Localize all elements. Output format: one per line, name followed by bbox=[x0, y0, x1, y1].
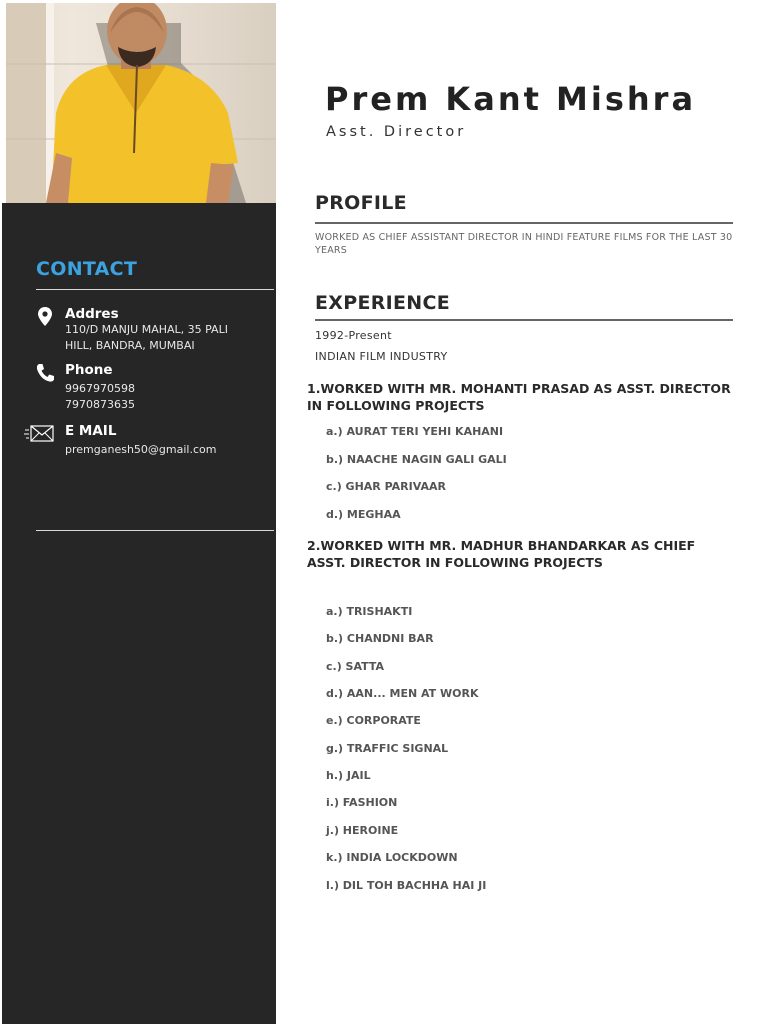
location-pin-icon bbox=[32, 306, 58, 328]
project-item: b.) NAACHE NAGIN GALI GALI bbox=[326, 453, 507, 466]
address-line2: HILL, BANDRA, MUMBAI bbox=[65, 339, 195, 352]
project-item: b.) CHANDNI BAR bbox=[326, 632, 434, 645]
person-role: Asst. Director bbox=[326, 124, 467, 140]
address-label: Addres bbox=[65, 306, 119, 322]
project-item: a.) AURAT TERI YEHI KAHANI bbox=[326, 425, 504, 438]
phone-label: Phone bbox=[65, 362, 113, 378]
phone-2: 7970873635 bbox=[65, 398, 135, 411]
address-line1: 110/D MANJU MAHAL, 35 PALI bbox=[65, 323, 228, 336]
project-group-heading: 1.WORKED WITH MR. MOHANTI PRASAD AS ASST. DIRECTOR IN FOLLOWING PROJECTS bbox=[307, 381, 731, 413]
project-item: c.) SATTA bbox=[326, 660, 385, 673]
experience-company: INDIAN FILM INDUSTRY bbox=[315, 350, 448, 363]
project-item: a.) TRISHAKTI bbox=[326, 605, 413, 618]
sidebar-bottom-divider bbox=[36, 530, 274, 531]
email-label: E MAIL bbox=[65, 423, 117, 439]
contact-title: CONTACT bbox=[36, 258, 138, 280]
project-item: e.) CORPORATE bbox=[326, 714, 421, 727]
envelope-icon bbox=[24, 423, 56, 445]
profile-title: PROFILE bbox=[315, 192, 407, 214]
contact-divider bbox=[36, 289, 274, 290]
phone-1: 9967970598 bbox=[65, 382, 135, 395]
project-item: j.) HEROINE bbox=[326, 824, 399, 837]
phone-icon bbox=[32, 362, 58, 384]
project-item: g.) TRAFFIC SIGNAL bbox=[326, 742, 449, 755]
project-group-heading: 2.WORKED WITH MR. MADHUR BHANDARKAR AS CHIEF ASST. DIRECTOR IN FOLLOWING PROJECTS bbox=[307, 538, 696, 570]
email-address[interactable]: premganesh50@gmail.com bbox=[65, 443, 217, 456]
project-item: h.) JAIL bbox=[326, 769, 371, 782]
person-name: Prem Kant Mishra bbox=[325, 80, 697, 118]
person-photo-icon bbox=[6, 3, 276, 203]
project-item: d.) AAN... MEN AT WORK bbox=[326, 687, 479, 700]
profile-photo bbox=[6, 3, 276, 203]
project-item: k.) INDIA LOCKDOWN bbox=[326, 851, 458, 864]
project-item: i.) FASHION bbox=[326, 796, 398, 809]
profile-text: WORKED AS CHIEF ASSISTANT DIRECTOR IN HINDI FEATURE FILMS FOR THE LAST 30 YEARS bbox=[315, 232, 733, 256]
project-item: d.) MEGHAA bbox=[326, 508, 401, 521]
profile-divider bbox=[315, 222, 733, 224]
experience-divider bbox=[315, 319, 733, 321]
project-item: c.) GHAR PARIVAAR bbox=[326, 480, 446, 493]
experience-period: 1992-Present bbox=[315, 329, 392, 342]
experience-title: EXPERIENCE bbox=[315, 292, 451, 314]
project-item: l.) DIL TOH BACHHA HAI JI bbox=[326, 879, 487, 892]
